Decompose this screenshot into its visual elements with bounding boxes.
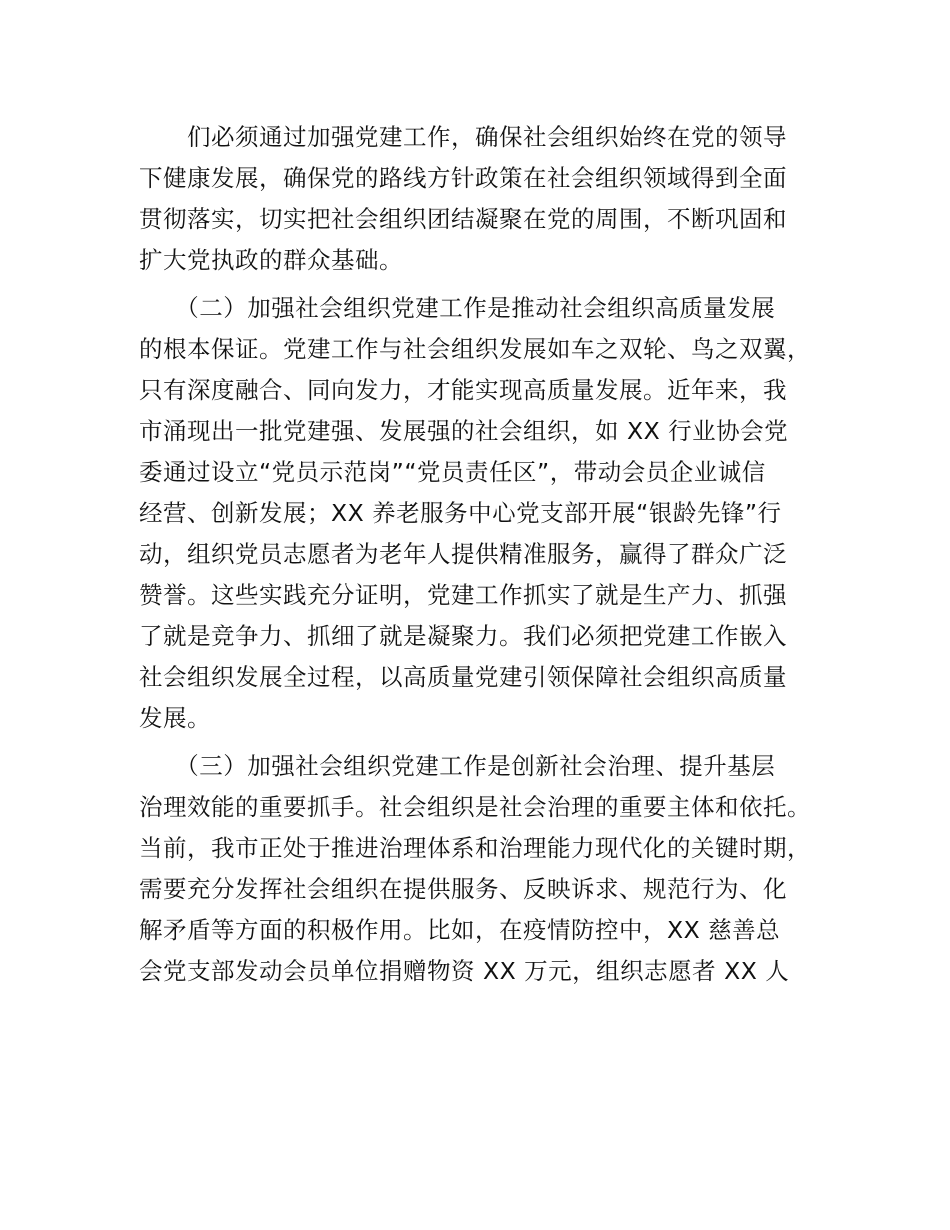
paragraph-2 (139, 288, 839, 739)
text-line: 只有深度融合、同向发力，才能实现高质量发展。近年来，我 (139, 376, 787, 404)
text-line: 了就是竞争力、抓细了就是凝聚力。我们必须把党建工作嵌入 (139, 622, 787, 650)
text-line: 赞誉。这些实践充分证明，党建工作抓实了就是生产力、抓强 (139, 581, 787, 609)
text-line: 经营、创新发展；XX 养老服务中心党支部开展“银龄先锋”行 (139, 499, 782, 527)
text-line: 治理效能的重要抓手。社会组织是社会治理的重要主体和依托。 (139, 793, 811, 821)
text-line: 们必须通过加强党建工作，确保社会组织始终在党的领导 (139, 123, 787, 151)
text-line: 委通过设立“党员示范岗”“党员责任区”，带动会员企业诚信 (139, 458, 766, 486)
text-line: 市涌现出一批党建强、发展强的社会组织，如 XX 行业协会党 (139, 417, 789, 445)
text-line: （三）加强社会组织党建工作是创新社会治理、提升基层 (139, 752, 776, 780)
text-line: 解矛盾等方面的积极作用。比如，在疫情防控中，XX 慈善总 (139, 916, 781, 944)
text-line: 贯彻落实，切实把社会组织团结凝聚在党的周围，不断巩固和 (139, 205, 787, 233)
text-line: 发展。 (139, 704, 211, 732)
body-text (139, 117, 839, 999)
text-line: （二）加强社会组织党建工作是推动社会组织高质量发展 (139, 294, 776, 322)
paragraph-1 (139, 117, 839, 281)
text-line: 扩大党执政的群众基础。 (139, 246, 403, 274)
text-line: 动，组织党员志愿者为老年人提供精准服务，赢得了群众广泛 (139, 540, 787, 568)
text-line: 的根本保证。党建工作与社会组织发展如车之双轮、鸟之双翼， (139, 335, 811, 363)
paragraph-3 (139, 746, 839, 992)
text-line: 下健康发展，确保党的路线方针政策在社会组织领域得到全面 (139, 164, 787, 192)
text-line: 需要充分发挥社会组织在提供服务、反映诉求、规范行为、化 (139, 875, 787, 903)
text-line: 会党支部发动会员单位捐赠物资 XX 万元，组织志愿者 XX 人 (139, 957, 790, 985)
text-line: 当前，我市正处于推进治理体系和治理能力现代化的关键时期， (139, 834, 811, 862)
text-line: 社会组织发展全过程，以高质量党建引领保障社会组织高质量 (139, 663, 787, 691)
